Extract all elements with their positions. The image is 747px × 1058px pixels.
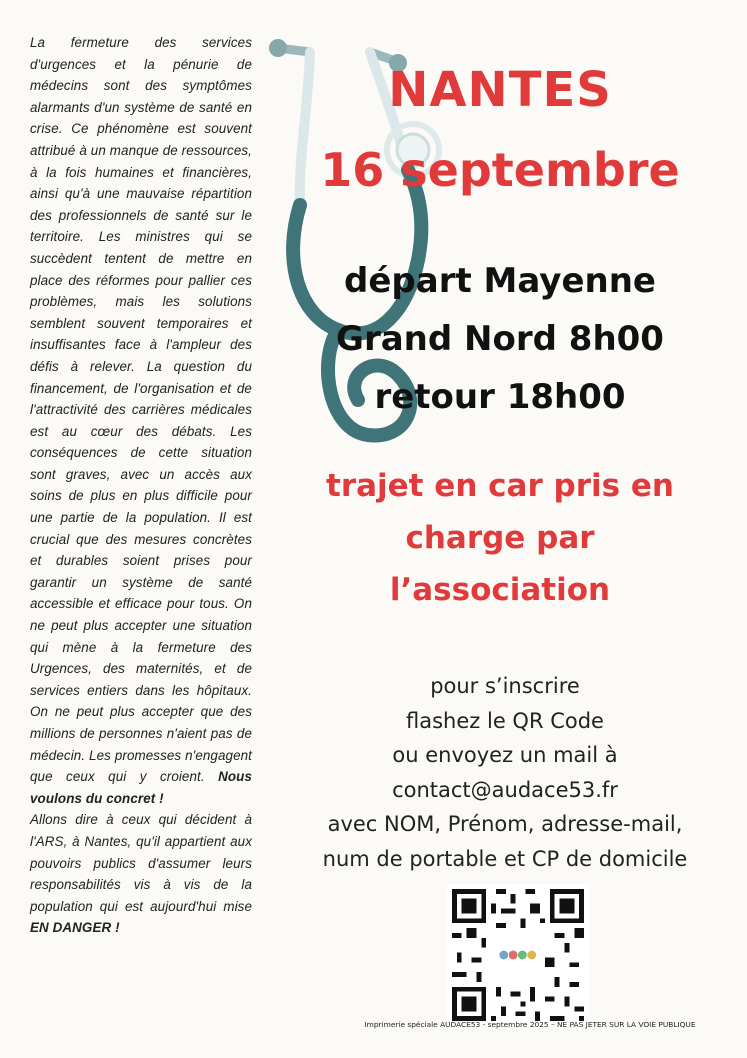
body-paragraph-closing-text: Allons dire à ceux qui décident à l'ARS, à Nantes, qu'il appartient aux pouvoirs publics d'assumer leurs responsabilités vis à vis de la population qui est aujourd'hui mise xyxy=(30,812,252,914)
transport-line: l’association xyxy=(389,572,611,608)
transport-line: trajet en car pris en xyxy=(326,468,674,504)
signup-line: pour s’inscrire xyxy=(430,674,580,698)
qr-code[interactable] xyxy=(447,884,589,1026)
footer-notice: Imprimerie spéciale AUDACE53 - septembre 2025 – NE PAS JETER SUR LA VOIE PUBLIQUE xyxy=(364,1020,696,1029)
body-emphasis-concret: Nous voulons du concret ! xyxy=(30,769,252,806)
return-line: retour 18h00 xyxy=(374,377,626,417)
body-paragraph-closing xyxy=(30,809,252,939)
transport-line: charge par xyxy=(405,520,595,556)
body-paragraph-main: La fermeture des services d'urgences et la pénurie de médecins sont des symptômes alarmants d'un système de santé en crise. Ce phénomène est souvent attribué à un manque de ressources, à la fois humaines et financières, ainsi qu'à une mauvaise répartition des professionnels de santé sur le territoire. Les ministres qui se succèdent tentent de mettre en place des réformes pour pallier ces problèmes, mais les solutions semblent souvent temporaires et insuffisantes face à l'ampleur des défis à relever. La question du financement, de l'organisation et de l'attractivité des carrières médicales est au cœur des débats. Les conséquences de cette situation sont graves, avec un accès aux soins de plus en plus difficile pour une partie de la population. Il est crucial que des mesures concrètes et durables soient prises pour garantir un système de santé accessible et efficace pour tous. On ne peut plus accepter une situation qui mène à la fermeture des Urgences, des maternités, et de services entiers dans les hôpitaux. On ne peut plus accepter que des millions de personnes n'aient pas de médecin. Les promesses n'engagent que ceux qui y croient. xyxy=(30,35,252,785)
headline-city: NANTES xyxy=(388,62,612,118)
signup-line: avec NOM, Prénom, adresse-mail, xyxy=(327,812,683,836)
departure-line: Grand Nord 8h00 xyxy=(336,319,664,359)
signup-instructions xyxy=(285,669,725,876)
signup-line: ou envoyez un mail à xyxy=(392,743,618,767)
body-paragraph xyxy=(30,32,252,809)
body-text-column xyxy=(30,32,252,939)
signup-line: flashez le QR Code xyxy=(406,708,604,733)
signup-email[interactable]: contact@audace53.fr xyxy=(392,777,618,802)
departure-info xyxy=(290,252,710,426)
body-emphasis-danger: EN DANGER ! xyxy=(30,920,120,936)
signup-line: num de portable et CP de domicile xyxy=(322,846,688,871)
departure-line: départ Mayenne xyxy=(344,261,656,301)
transport-info xyxy=(290,460,710,616)
headline-date: 16 septembre xyxy=(320,143,680,197)
